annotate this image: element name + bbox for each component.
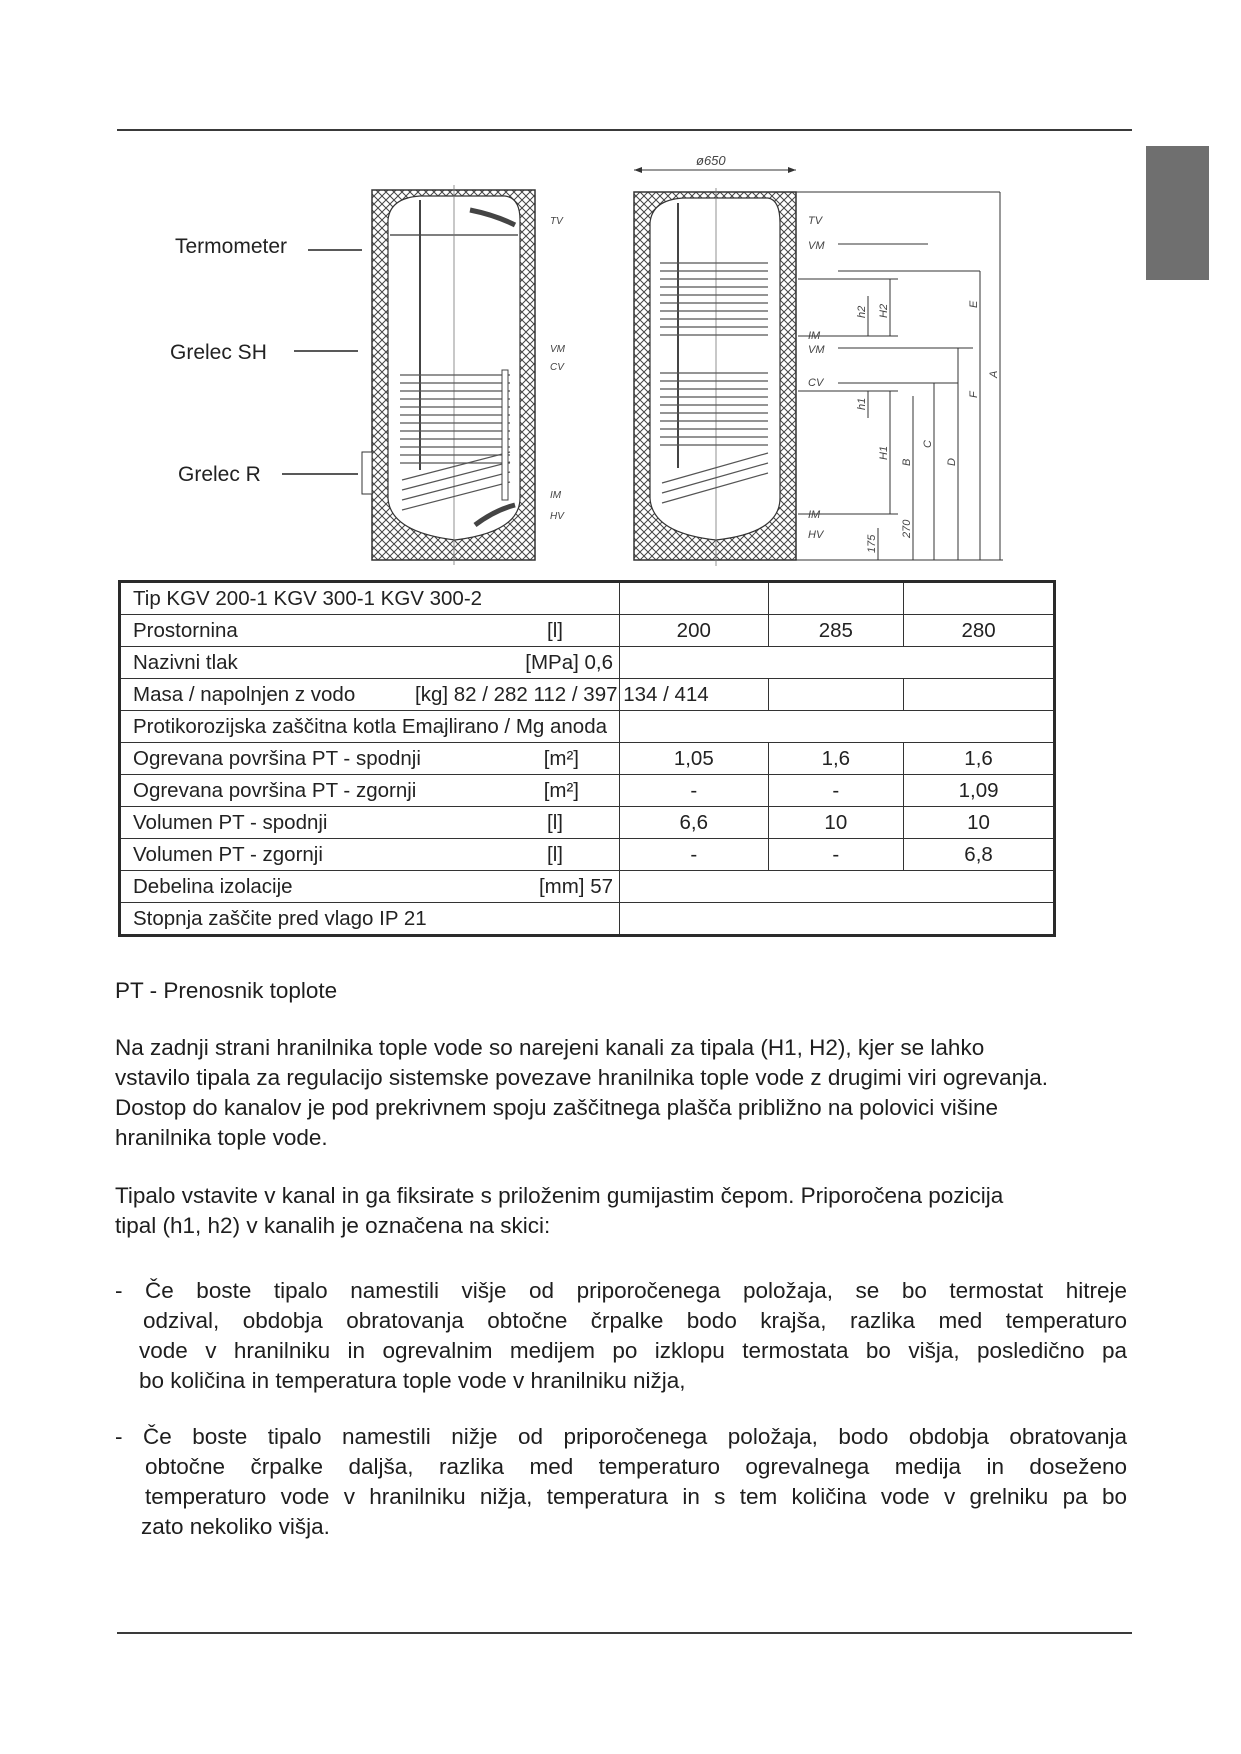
svg-text:CV: CV [808, 377, 824, 389]
specifications-table [118, 580, 1056, 937]
svg-text:HV: HV [808, 529, 824, 541]
svg-text:F: F [968, 391, 980, 398]
table-row: Protikorozijska zaščitna kotla Emajlirano / Mg anoda [120, 711, 1055, 743]
conn-hv: HV [550, 511, 564, 522]
svg-text:E: E [968, 300, 980, 308]
section-tab-marker [1146, 146, 1209, 280]
svg-text:IM: IM [808, 330, 821, 342]
table-row: Volumen PT - zgornji [l] - - 6,8 [120, 839, 1055, 871]
svg-text:C: C [922, 440, 934, 448]
table-row: Ogrevana površina PT - zgornji [m²] - - 1,09 [120, 775, 1055, 807]
svg-text:VM: VM [808, 344, 825, 356]
svg-text:H2: H2 [878, 303, 890, 318]
table-row: Volumen PT - spodnji [l] 6,6 10 10 [120, 807, 1055, 839]
svg-text:270: 270 [901, 519, 913, 538]
svg-text:IM: IM [808, 509, 821, 521]
svg-text:h2: h2 [856, 305, 868, 318]
conn-tv: TV [550, 216, 563, 227]
table-header-row [120, 582, 1055, 615]
table-caption: PT - Prenosnik toplote [115, 978, 338, 1003]
table-row: Prostornina [l] 200 285 280 [120, 615, 1055, 647]
table-row: Nazivni tlak [MPa] 0,6 [120, 647, 1055, 679]
paragraph-sensor-insertion: Tipalo vstavite v kanal in ga fiksirate s priloženim gumijastim čepom. Priporočena pozicija tipal (h1, h2) v kanalih je označena na skici: [115, 1183, 1004, 1238]
list-item-higher-position: - Če boste tipalo namestili višje od priporočenega položaja, se bo termostat hitreje odzival, obdobja obratovanja obtočne črpalke bodo krajša, razlika med temperaturo vode v hranilniku in ogrevalnim medijem po izklopu termostata bo višja, posledično pa bo količina in temperatura tople vode v hranilniku nižja, [115, 1278, 1127, 1393]
table-row: Stopnja zaščite pred vlago IP 21 [120, 903, 1055, 936]
table-row: Ogrevana površina PT - spodnji [m²] 1,05 1,6 1,6 [120, 743, 1055, 775]
table-row: Masa / napolnjen z vodo [kg] 82 / 282 112 / 397 134 / 414 [120, 679, 1055, 711]
callout-heater-sh: Grelec SH [170, 341, 267, 364]
diameter-label: ø650 [696, 153, 726, 168]
paragraph-sensor-channels: Na zadnji strani hranilnika tople vode so narejeni kanali za tipala (H1, H2), kjer se lahko vstavilo tipala za regulacijo sistemske povezave hranilnika tople vode z drugimi viri ogrevanja. Dostop do kanalov je pod prekrivnem spoju zaščitnega plašča približno na polovici višine hranilnika tople vode. [115, 1035, 1048, 1150]
svg-text:A: A [988, 370, 1000, 378]
svg-text:TV: TV [808, 215, 823, 227]
conn-cv: CV [550, 362, 564, 373]
svg-text:VM: VM [808, 240, 825, 252]
tank-diagram-single-coil [270, 180, 570, 570]
svg-text:H1: H1 [878, 445, 890, 460]
conn-im: IM [550, 490, 562, 501]
header-rule [117, 129, 1132, 131]
svg-text:B: B [901, 458, 913, 466]
svg-text:h1: h1 [856, 397, 868, 410]
callout-heater-r: Grelec R [178, 463, 261, 486]
tank-diagram-double-coil [628, 148, 1008, 568]
footer-rule [117, 1632, 1132, 1634]
table-row: Debelina izolacije [mm] 57 [120, 871, 1055, 903]
svg-text:175: 175 [866, 534, 878, 553]
list-item-lower-position: - Če boste tipalo namestili nižje od priporočenega položaja, bodo obdobja obratovanja obtočne črpalke daljša, razlika med temperaturo ogrevalnega medija in doseženo temperaturo vode v hranilniku nižja, temperatura in s tem količina vode v grelniku pa bo zato nekoliko višja. [115, 1424, 1127, 1539]
callout-thermometer: Termometer [175, 235, 288, 258]
conn-vm: VM [550, 344, 565, 355]
table-header: Tip KGV 200-1 KGV 300-1 KGV 300-2 [120, 582, 620, 615]
svg-text:D: D [946, 458, 958, 466]
